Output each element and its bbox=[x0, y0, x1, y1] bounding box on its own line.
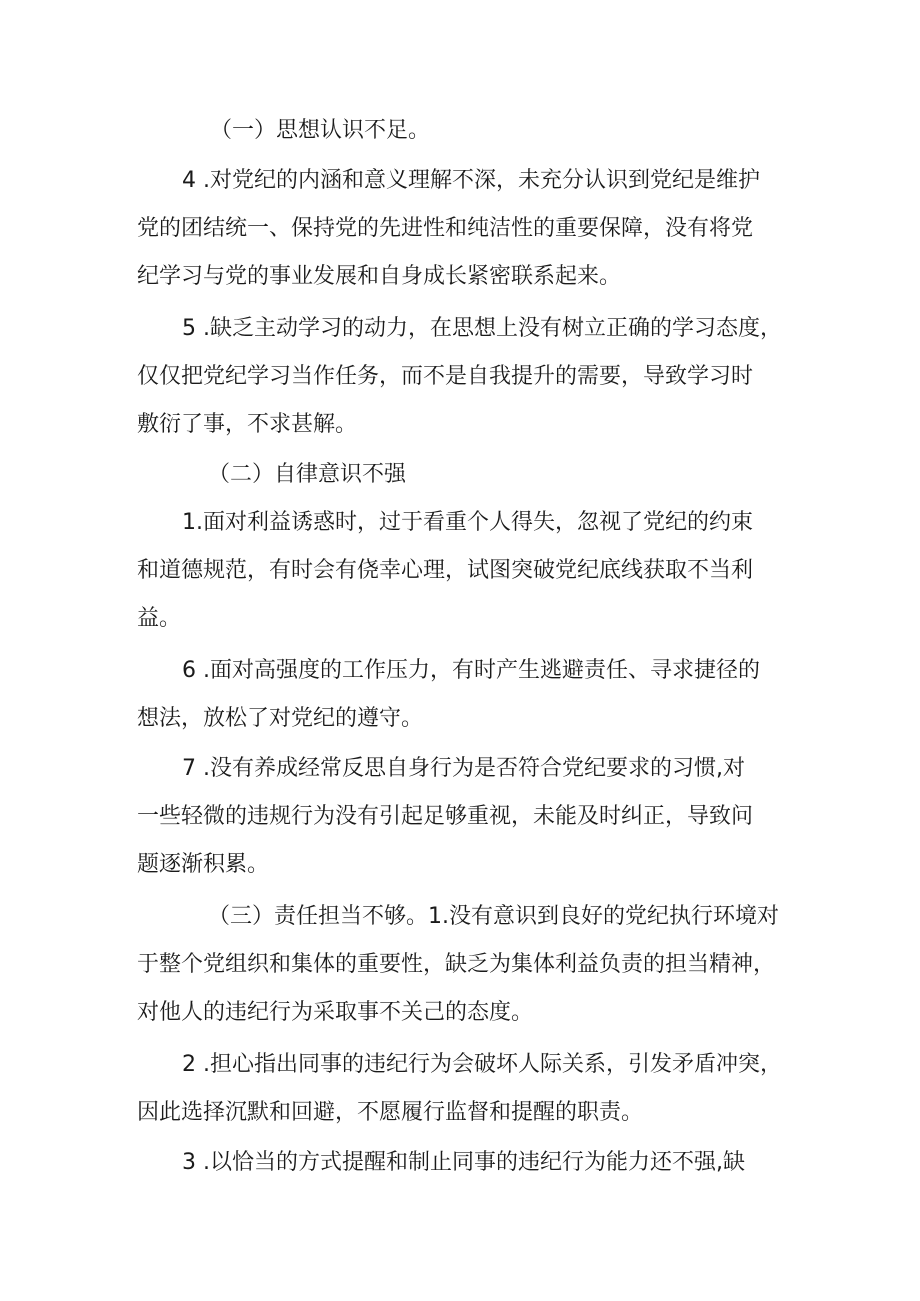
paragraph-line: 于整个党组织和集体的重要性，缺乏为集体利益负责的担当精神， bbox=[137, 952, 776, 977]
paragraph-line: 题逐渐积累。 bbox=[137, 852, 270, 877]
section-heading-3: （三）责任担当不够。1.没有意识到良好的党纪执行环境对 bbox=[208, 904, 779, 929]
paragraph-line: 想法，放松了对党纪的遵守。 bbox=[137, 706, 424, 731]
paragraph-line: 6 .面对高强度的工作压力，有时产生逃避责任、寻求捷径的 bbox=[182, 658, 760, 683]
paragraph-line: 和道德规范，有时会有侥幸心理，试图突破党纪底线获取不当利 bbox=[137, 558, 754, 583]
paragraph-line: 对他人的违纪行为采取事不关己的态度。 bbox=[137, 1000, 534, 1025]
paragraph-line: 3 .以恰当的方式提醒和制止同事的违纪行为能力还不强,缺 bbox=[182, 1150, 745, 1175]
paragraph-line: 党的团结统一、保持党的先进性和纯洁性的重要保障，没有将党 bbox=[137, 216, 754, 241]
section-heading-1: （一）思想认识不足。 bbox=[210, 118, 431, 143]
paragraph-line: 4 .对党纪的内涵和意义理解不深，未充分认识到党纪是维护 bbox=[182, 168, 760, 193]
paragraph-line: 益。 bbox=[137, 606, 182, 631]
paragraph-line: 纪学习与党的事业发展和自身成长紧密联系起来。 bbox=[137, 264, 622, 289]
paragraph-line: 一些轻微的违规行为没有引起足够重视，未能及时纠正，导致问 bbox=[137, 804, 754, 829]
paragraph-line: 仅仅把党纪学习当作任务，而不是自我提升的需要，导致学习时 bbox=[137, 364, 754, 389]
section-heading-2: （二）自律意识不强 bbox=[208, 462, 407, 487]
paragraph-line: 2 .担心指出同事的违纪行为会破坏人际关系，引发矛盾冲突， bbox=[182, 1052, 782, 1077]
paragraph-line: 因此选择沉默和回避，不愿履行监督和提醒的职责。 bbox=[137, 1100, 644, 1125]
paragraph-line: 1.面对利益诱惑时，过于看重个人得失，忽视了党纪的约束 bbox=[182, 510, 753, 535]
paragraph-line: 7 .没有养成经常反思自身行为是否符合党纪要求的习惯,对 bbox=[182, 756, 745, 781]
paragraph-line: 5 .缺乏主动学习的动力，在思想上没有树立正确的学习态度， bbox=[182, 316, 782, 341]
paragraph-line: 敷衍了事，不求甚解。 bbox=[137, 412, 358, 437]
